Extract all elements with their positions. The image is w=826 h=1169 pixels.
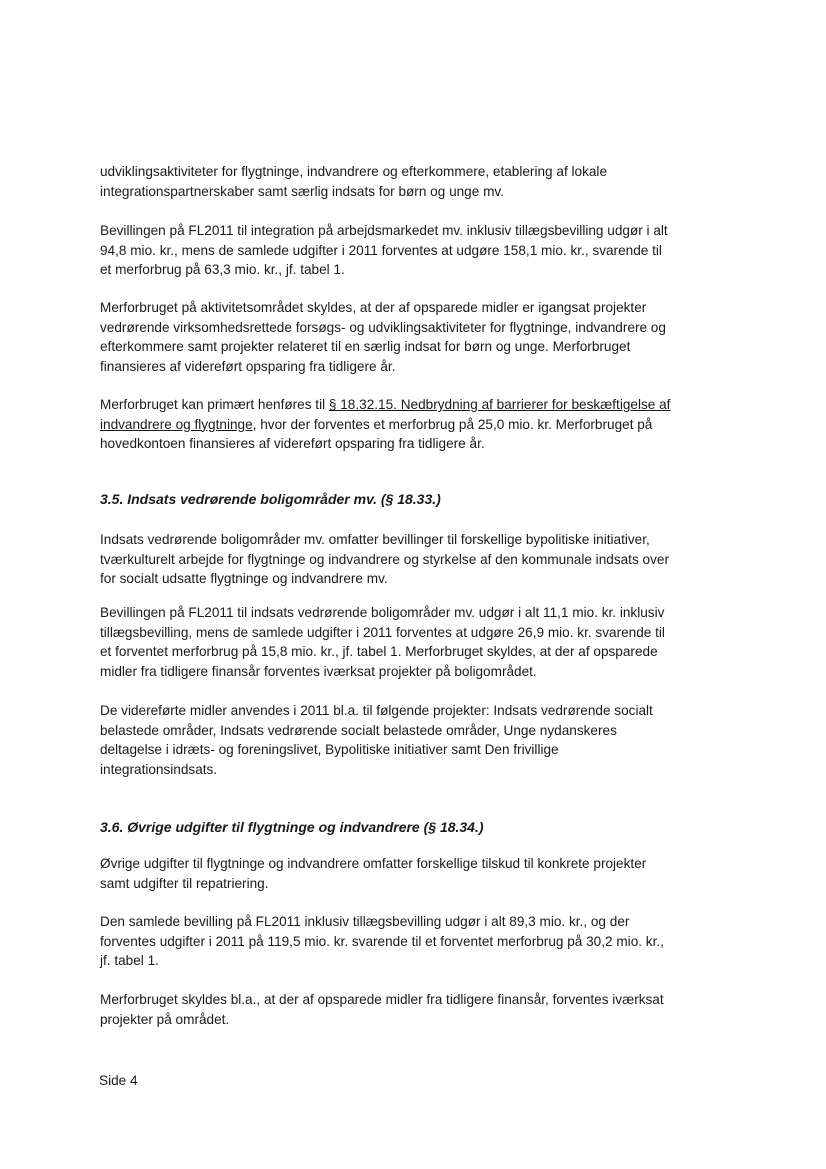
paragraph-other-expenses-budget: Den samlede bevilling på FL2011 inklusiv tillægsbevilling udgør i alt 89,3 mio. kr., og der forventes udgifter i 2011 på 119,5 mio. kr. svarende til et forventet merforbrug på 30,2 mio. kr., jf. tabel 1. xyxy=(100,914,664,968)
paragraph-intro-continuation: udviklingsaktiviteter for flygtninge, indvandrere og efterkommere, etablering af lokale integrationspartnerskaber samt særlig indsats for børn og unge mv. xyxy=(100,164,608,199)
paragraph-overspend-attribution xyxy=(100,395,675,454)
paragraph-activity-overspend: Merforbruget på aktivitetsområdet skyldes, at der af opsparede midler er igangsat projekter vedrørende virksomhedsrettede forsøgs- og udviklingsaktiviteter for flygtninge, indvandrere og efterkommere samt projekter relateret til en særlig indsat for børn og unge. Merforbruget finansieres af videreført opsparing fra tidligere år. xyxy=(100,300,666,374)
paragraph-housing-projects: De videreførte midler anvendes i 2011 bl.a. til følgende projekter: Indsats vedrørende socialt belastede områder, Indsats vedrørende socialt belastede områder, Unge nydanskeres deltagelse i idræts- og foreningslivet, Bypolitiske initiativer samt Den frivillige integrationsindsats. xyxy=(100,703,653,777)
paragraph-integration-budget: Bevillingen på FL2011 til integration på arbejdsmarkedet mv. inklusiv tillægsbevilling udgør i alt 94,8 mio. kr., mens de samlede udgifter i 2011 forventes at udgøre 158,1 mio. kr., svarende til et merforbrug på 63,3 mio. kr., jf. tabel 1. xyxy=(100,223,668,277)
paragraph-text: , hvor der forventes et merforbrug på 25,0 mio. kr. Merforbruget på hovedkontoen finansieres af videreført opsparing fra tidligere år. xyxy=(100,416,653,451)
paragraph-other-expenses-overspend: Merforbruget skyldes bl.a., at der af opsparede midler fra tidligere finansår, forventes iværksat projekter på området. xyxy=(100,992,664,1027)
section-reference-link[interactable]: § 18.32.15. Nedbrydning af barrierer for beskæftigelse af indvandrere og flygtninge xyxy=(100,397,671,432)
page-number: Side 4 xyxy=(99,1073,138,1088)
section-heading-3-5: 3.5. Indsats vedrørende boligområder mv. (§ 18.33.) xyxy=(100,491,441,507)
section-heading-3-6: 3.6. Øvrige udgifter til flygtninge og indvandrere (§ 18.34.) xyxy=(100,819,484,835)
paragraph-text: Merforbruget kan primært henføres til xyxy=(100,397,329,412)
paragraph-housing-budget: Bevillingen på FL2011 til indsats vedrørende boligområder mv. udgør i alt 11,1 mio. kr. inklusiv tillægsbevilling, mens de samlede udgifter i 2011 forventes at udgøre 26,9 mio. kr. svarende til et forventet merforbrug på 15,8 mio. kr., jf. tabel 1. Merforbruget skyldes, at der af opsparede midler fra tidligere finansår forventes iværksat projekter på boligområdet. xyxy=(100,605,665,679)
paragraph-other-expenses-scope: Øvrige udgifter til flygtninge og indvandrere omfatter forskellige tilskud til konkrete projekter samt udgifter til repatriering. xyxy=(100,856,647,891)
paragraph-housing-scope: Indsats vedrørende boligområder mv. omfatter bevillinger til forskellige bypolitiske initiativer, tværkulturelt arbejde for flygtninge og indvandrere og styrkelse af den kommunale indsats over for socialt udsatte flygtninge og indvandrere mv. xyxy=(100,532,669,586)
